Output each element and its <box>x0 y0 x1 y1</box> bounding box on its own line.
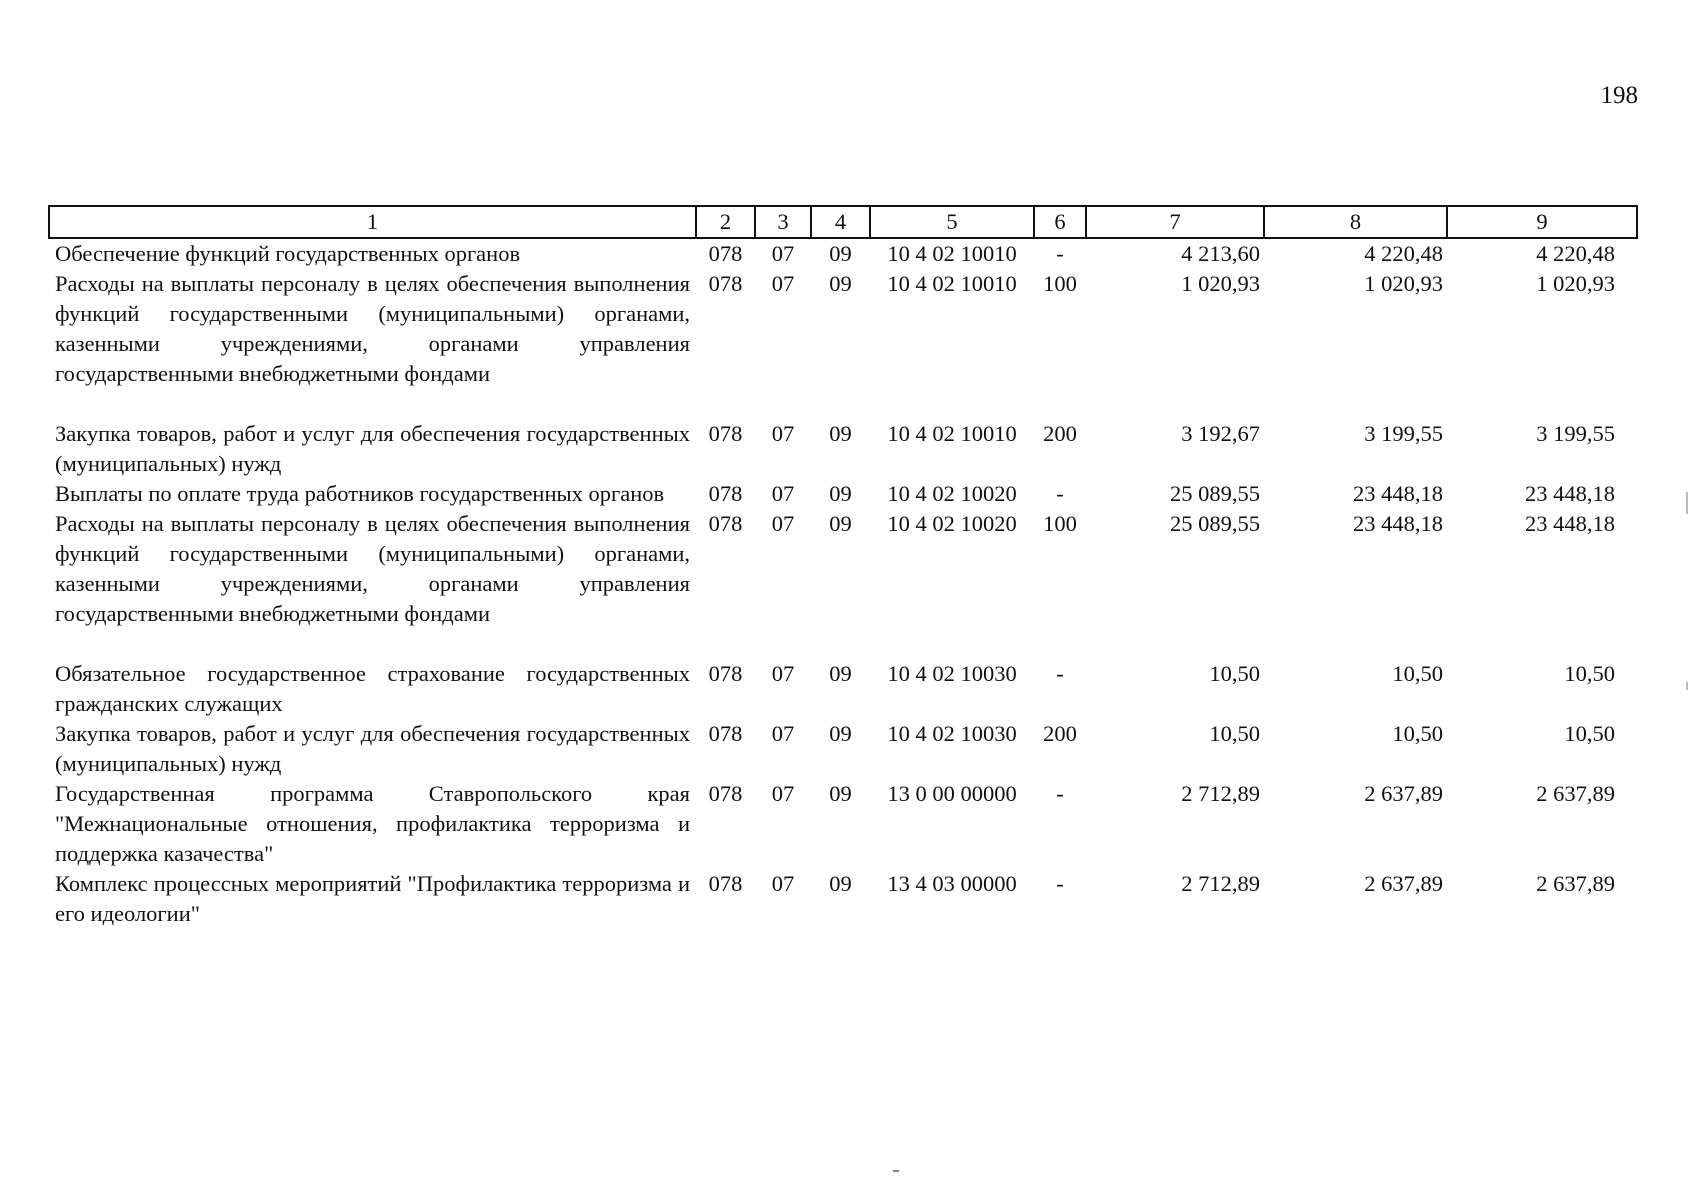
cell-col9: 4 220,48 <box>1536 241 1615 266</box>
table-row <box>49 869 1637 929</box>
cell-col6: - <box>1056 661 1064 686</box>
cell-col5: 13 0 00 00000 <box>887 781 1017 806</box>
cell-col8: 1 020,93 <box>1364 271 1443 296</box>
cell-col7: 3 192,67 <box>1181 421 1260 446</box>
cell-col2: 078 <box>708 661 743 686</box>
scan-artifact <box>1686 682 1688 690</box>
cell-col7: 1 020,93 <box>1181 271 1260 296</box>
cell-col5: 10 4 02 10010 <box>887 271 1017 296</box>
cell-col9: 10,50 <box>1564 721 1615 746</box>
cell-col3: 07 <box>771 481 795 506</box>
cell-col6: - <box>1056 871 1064 896</box>
row-name: Комплекс процессных мероприятий "Профилактика терроризма и его идеологии" <box>55 871 690 926</box>
cell-col4: 09 <box>829 421 852 446</box>
column-header: 6 <box>1034 206 1086 238</box>
cell-col6: - <box>1056 781 1064 806</box>
cell-col9: 1 020,93 <box>1536 271 1615 296</box>
cell-col8: 4 220,48 <box>1364 241 1443 266</box>
table-row <box>49 419 1637 479</box>
column-header: 7 <box>1086 206 1264 238</box>
cell-col4: 09 <box>829 481 852 506</box>
row-name: Обеспечение функций государственных органов <box>55 241 521 266</box>
row-name: Закупка товаров, работ и услуг для обеспечения государственных (муниципальных) нужд <box>55 421 690 476</box>
cell-col7: 10,50 <box>1209 661 1260 686</box>
cell-col9: 3 199,55 <box>1536 421 1615 446</box>
cell-col8: 2 637,89 <box>1364 781 1443 806</box>
cell-col8: 3 199,55 <box>1364 421 1443 446</box>
cell-col2: 078 <box>708 271 743 296</box>
row-name: Расходы на выплаты персоналу в целях обеспечения выполнения функций государственными (муниципальными) органами, казенными учреждениями, органами управления государственными внебюджетными фондами <box>55 511 690 626</box>
cell-col5: 10 4 02 10010 <box>887 421 1017 446</box>
row-name: Обязательное государственное страхование государственных гражданских служащих <box>55 661 690 716</box>
cell-col3: 07 <box>771 511 795 536</box>
cell-col4: 09 <box>829 271 852 296</box>
cell-col8: 2 637,89 <box>1364 871 1443 896</box>
column-header: 1 <box>49 206 696 238</box>
cell-col7: 2 712,89 <box>1181 871 1260 896</box>
cell-col9: 10,50 <box>1564 661 1615 686</box>
column-header: 3 <box>755 206 811 238</box>
cell-col2: 078 <box>708 871 743 896</box>
cell-col2: 078 <box>708 241 743 266</box>
table-row <box>49 269 1637 419</box>
table-row <box>49 719 1637 779</box>
cell-col5: 10 4 02 10020 <box>887 511 1017 536</box>
cell-col3: 07 <box>771 781 795 806</box>
cell-col6: - <box>1056 481 1064 506</box>
cell-col5: 10 4 02 10020 <box>887 481 1017 506</box>
cell-col3: 07 <box>771 241 795 266</box>
cell-col4: 09 <box>829 661 852 686</box>
cell-col5: 10 4 02 10030 <box>887 721 1017 746</box>
column-header: 2 <box>696 206 755 238</box>
table-row <box>49 779 1637 869</box>
row-name: Государственная программа Ставропольского края "Межнациональные отношения, профилактика терроризма и поддержка казачества" <box>55 781 690 866</box>
cell-col2: 078 <box>708 511 743 536</box>
cell-col9: 23 448,18 <box>1525 511 1615 536</box>
cell-col2: 078 <box>708 421 743 446</box>
table-row <box>49 659 1637 719</box>
cell-col5: 10 4 02 10030 <box>887 661 1017 686</box>
column-header: 9 <box>1447 206 1637 238</box>
cell-col5: 13 4 03 00000 <box>887 871 1017 896</box>
cell-col4: 09 <box>829 241 852 266</box>
cell-col4: 09 <box>829 721 852 746</box>
cell-col4: 09 <box>829 511 852 536</box>
cell-col7: 2 712,89 <box>1181 781 1260 806</box>
row-name: Закупка товаров, работ и услуг для обеспечения государственных (муниципальных) нужд <box>55 721 690 776</box>
scan-artifact <box>1686 492 1688 514</box>
column-header: 8 <box>1264 206 1447 238</box>
row-name: Расходы на выплаты персоналу в целях обеспечения выполнения функций государственными (муниципальными) органами, казенными учреждениями, органами управления государственными внебюджетными фондами <box>55 271 690 386</box>
cell-col6: 100 <box>1043 271 1077 296</box>
cell-col9: 23 448,18 <box>1525 481 1615 506</box>
cell-col3: 07 <box>771 271 795 296</box>
cell-col7: 25 089,55 <box>1170 481 1260 506</box>
cell-col8: 10,50 <box>1392 661 1443 686</box>
cell-col6: 100 <box>1043 511 1077 536</box>
column-header: 4 <box>811 206 870 238</box>
cell-col3: 07 <box>771 721 795 746</box>
cell-col4: 09 <box>829 871 852 896</box>
row-name: Выплаты по оплате труда работников государственных органов <box>55 481 665 506</box>
cell-col7: 25 089,55 <box>1170 511 1260 536</box>
cell-col8: 23 448,18 <box>1353 481 1443 506</box>
cell-col3: 07 <box>771 661 795 686</box>
cell-col5: 10 4 02 10010 <box>887 241 1017 266</box>
scan-artifact <box>893 1170 899 1172</box>
cell-col7: 4 213,60 <box>1181 241 1260 266</box>
cell-col9: 2 637,89 <box>1536 871 1615 896</box>
cell-col6: - <box>1056 241 1064 266</box>
cell-col8: 23 448,18 <box>1353 511 1443 536</box>
table-row <box>49 238 1637 269</box>
cell-col8: 10,50 <box>1392 721 1443 746</box>
budget-table <box>48 205 1638 929</box>
cell-col7: 10,50 <box>1209 721 1260 746</box>
cell-col2: 078 <box>708 781 743 806</box>
cell-col6: 200 <box>1043 421 1077 446</box>
cell-col3: 07 <box>771 871 795 896</box>
table-row <box>49 509 1637 659</box>
cell-col4: 09 <box>829 781 852 806</box>
cell-col3: 07 <box>771 421 795 446</box>
table-header-row <box>49 206 1637 238</box>
column-header: 5 <box>870 206 1034 238</box>
cell-col2: 078 <box>708 721 743 746</box>
table-row <box>49 479 1637 509</box>
cell-col9: 2 637,89 <box>1536 781 1615 806</box>
cell-col6: 200 <box>1043 721 1077 746</box>
page-number: 198 <box>1600 82 1638 109</box>
cell-col2: 078 <box>708 481 743 506</box>
